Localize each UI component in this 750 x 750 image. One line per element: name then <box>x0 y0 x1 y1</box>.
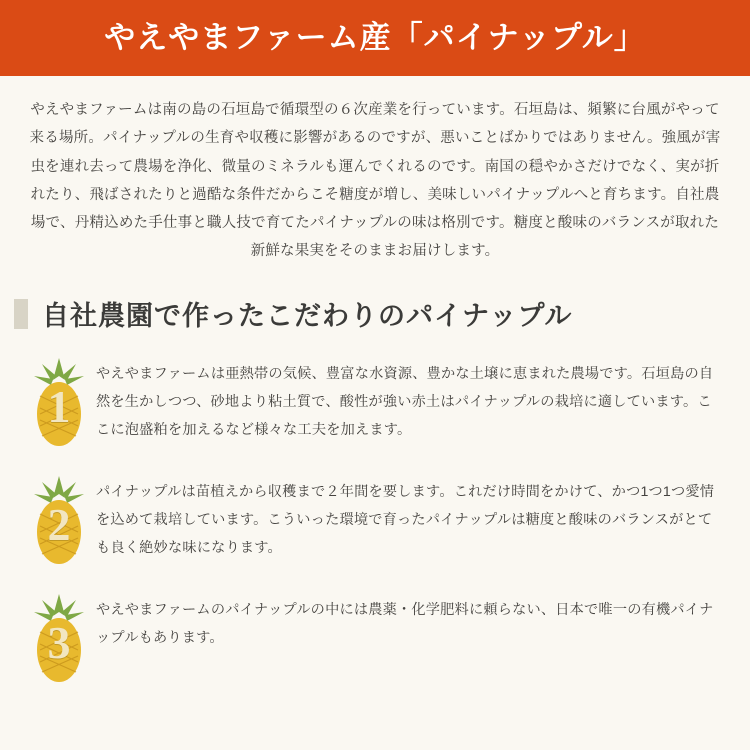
section-heading-label: 自社農園で作ったこだわりのパイナップル <box>42 301 573 332</box>
pineapple-icon <box>22 590 96 686</box>
pineapple-figure <box>22 354 96 450</box>
list-item <box>22 590 724 686</box>
pineapple-figure <box>22 472 96 568</box>
header-banner <box>0 0 750 76</box>
item-body <box>96 354 724 445</box>
item-number: 2 <box>47 498 71 550</box>
intro-paragraph: やえやまファームは南の島の石垣島で循環型の６次産業を行っています。石垣島は、頻繁に台風がやって来る場所。パイナップルの生育や収穫に影響があるのですが、悪いことばかりではありません。強風が害虫を連れ去って農場を浄化、微量のミネラルも運んでくれるのです。南国の穏やかさだけでなく、実が折れたり、飛ばされたりと過酷な条件だからこそ糖度が増し、美味しいパイナップルへと育ちます。自社農場で、丹精込めた手仕事と職人技で育てたパイナップルの味は格別です。糖度と酸味のバランスが取れた新鮮な果実をそのままお届けします。 <box>29 102 721 260</box>
pineapple-figure <box>22 590 96 686</box>
pineapple-icon <box>22 354 96 450</box>
item-body <box>96 590 724 653</box>
item-text: パイナップルは苗植えから収穫まで２年間を要します。これだけ時間をかけて、かつ1つ1つ愛情を込めて栽培しています。こういった環境で育ったパイナップルは糖度と酸味のバランスがとても良く絶妙な味になります。 <box>96 483 715 557</box>
item-text: やえやまファームのパイナップルの中には農薬・化学肥料に頼らない、日本で唯一の有機パイナップルもあります。 <box>96 601 714 646</box>
feature-list <box>0 354 750 686</box>
item-number: 1 <box>47 380 71 432</box>
list-item <box>22 354 724 450</box>
intro-section <box>0 96 750 266</box>
page-title: やえやまファーム産「パイナップル」 <box>104 19 646 55</box>
item-number: 3 <box>47 616 71 668</box>
item-body <box>96 472 724 563</box>
section-heading <box>0 292 750 336</box>
list-item <box>22 472 724 568</box>
heading-rule-left <box>14 299 28 329</box>
pineapple-icon <box>22 472 96 568</box>
item-text: やえやまファームは亜熱帯の気候、豊富な水資源、豊かな土壌に恵まれた農場です。石垣島の自然を生かしつつ、砂地より粘土質で、酸性が強い赤土はパイナップルの栽培に適しています。ここに泡盛粕を加えるなど様々な工夫を加えます。 <box>96 365 714 439</box>
heading-rule-right <box>586 299 736 329</box>
